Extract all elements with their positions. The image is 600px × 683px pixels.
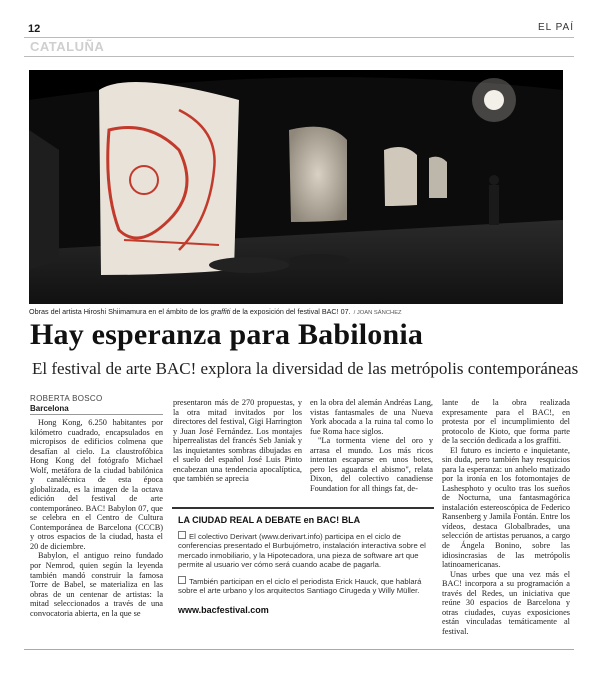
- bottom-rule: [24, 649, 574, 650]
- bullet-icon: [178, 576, 186, 584]
- paragraph: El futuro es incierto e inquietante, sin duda, pero también hay resquicios para la esperanza: un anhelo matizado por la ironía en los fotomontajes de Lashesphoto y oculto tras los sueños de Nocturna, una fantasmagórica instalación estereoscópica de Federico Ransenberg y Jamila Fontán. Entre los vídeos, destaca Globalbrades, una selección de artistas peruanos, a cargo de Ángela Bonino, sobre las idiosincrasias de las metrópolis latinoamericanas.: [442, 445, 570, 570]
- paragraph: Unas urbes que una vez más el BAC! incorpora a su programación a través del Redes, un iniciativa que reúne 30 espacios de Barcelona y otras ciudades, cuyas exposiciones están vinculadas temáticamente al festival.: [442, 569, 570, 636]
- sidebar-title: LA CIUDAD REAL A DEBATE en BAC! BLA: [178, 515, 361, 525]
- byline-author: ROBERTA BOSCO: [30, 394, 103, 403]
- paragraph: presentaron más de 270 propuestas, y la otra mitad invitados por los directores del festival, Gigi Harrington y Juan José Fernández. Los montajes hiperrealistas del francés Seb Janiak y las inquietantes sombras dibujadas en el suelo del español José Luis Pinto encabezan una tendencia apocalíptica, que también se aprecia: [173, 398, 302, 484]
- sidebar-paragraph: También participan en el ciclo el periodista Erick Hauck, que hablará sobre el arte urbano y los arquitectos Santiago Cirugeda y Willy Müller.: [178, 576, 422, 595]
- headline: Hay esperanza para Babilonia: [30, 318, 424, 351]
- subhead: El festival de arte BAC! explora la diversidad de las metrópolis contemporáneas: [32, 359, 579, 378]
- page-number: 12: [28, 23, 41, 35]
- section-title: CATALUÑA: [30, 39, 105, 54]
- bullet-icon: [178, 531, 186, 539]
- paragraph: Babylon, el antiguo reino fundado por Nemrod, quien según la leyenda también mandó construir la famosa Torre de Babel, se materializa en las obras de un centenar de artistas: la mitad seleccionados a través de una convocatoria abierta, en la que se: [30, 551, 163, 618]
- article-column-2: [173, 398, 302, 484]
- sidebar-box: [172, 507, 434, 644]
- byline-city: Barcelona: [30, 404, 69, 413]
- paragraph: "La tormenta viene del oro y arrasa el mundo. Los más ricos intentan escaparse en unos botes, pero les aguarda el abismo", relata Dixon, del colectivo canadiense Foundation for all things fat, de-: [310, 436, 433, 493]
- article-column-4: [442, 398, 570, 636]
- byline-rule: [30, 414, 163, 415]
- photo-caption: Obras del artista Hiroshi Shiimamura en el ámbito de los graffiti de la exposición del festival BAC! 07. / JOAN SÁNCHEZ: [29, 307, 402, 316]
- article-column-3: [310, 398, 433, 493]
- article-column-1: [30, 418, 163, 618]
- sidebar-paragraph: El colectivo Derivart (www.derivart.info) participa en el ciclo de conferencias presentado el Burbujómetro, instalación interactiva sobre el mercado inmobiliario, y la Hipotecadora, una pieza de software art que permite al usuario ver cómo será cuando acabe de pagarla.: [178, 532, 426, 570]
- paragraph: en la obra del alemán Andréas Lang, vistas fantasmales de una Nueva York abocada a la ruina tal como lo fue Roma hace siglos.: [310, 398, 433, 436]
- masthead: EL PAÍ: [537, 22, 574, 33]
- sidebar-url[interactable]: www.bacfestival.com: [178, 605, 269, 616]
- article-photo: [29, 70, 563, 304]
- paragraph: lante de la obra realizada expresamente para el BAC!, en protesta por el incumplimiento del protocolo de Kioto, que forma parte de la sección dedicada a los graffiti.: [442, 398, 570, 446]
- paragraph: Hong Kong, 6.250 habitantes por kilómetro cuadrado, encapsulados en micropisos de edificios colmena que desafían al cielo. La claustrofóbica Hong Kong del fotógrafo Michael Wolf, metáfora de la ciudad babilónica y canalécnica de esta época globalizada, es la imagen de la octava edición del festival de arte contemporáneo. BAC! Babylon 07, que se celebra en el Centro de Cultura Contemporánea de Barcelona (CCCB) y otros espacios de la ciudad, hasta el 20 de diciembre.: [30, 418, 163, 551]
- section-bar: [24, 37, 574, 57]
